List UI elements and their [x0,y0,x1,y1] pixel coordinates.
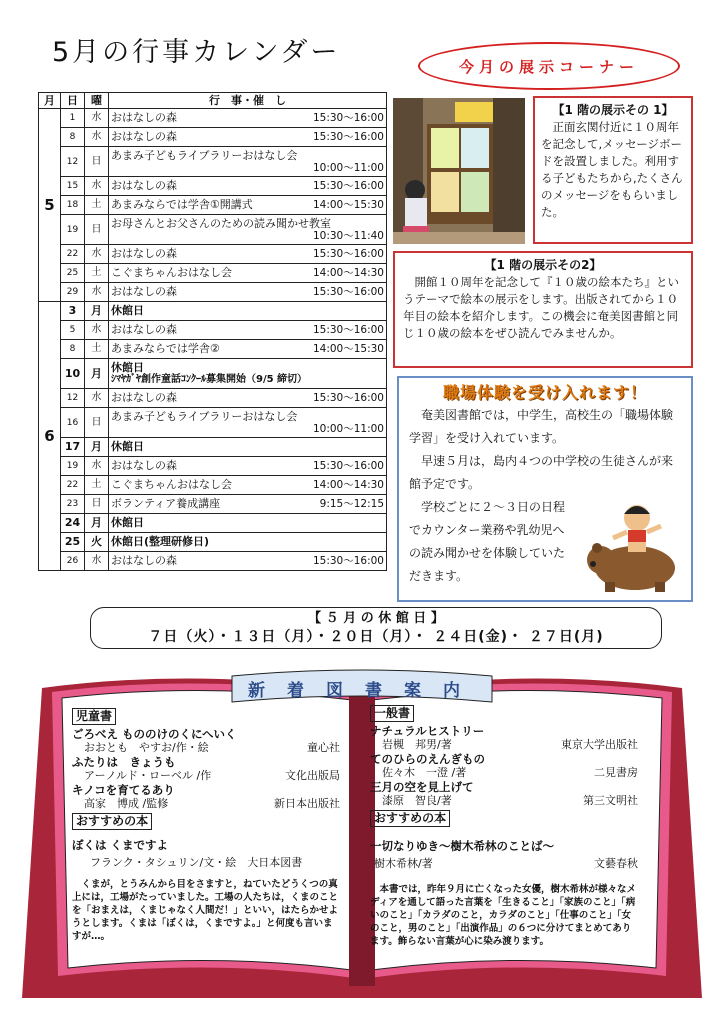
children-books-label: 児童書 [72,708,116,725]
event-cell [109,389,387,408]
event-cell [109,408,387,438]
exhibit-1-text: 正面玄関付近に１０周年を記念して,メッセージボードを設置しました。利用する子どもたちから,たくさんのメッセージをもらいました。 [541,120,683,219]
day-cell: 22 [61,476,85,495]
event-time: 14:00～15:30 [312,199,384,211]
event-name: おはなしの森 [111,323,177,336]
bear-boy-illustration [583,502,683,594]
job-experience-box [397,376,693,602]
event-name: おはなしの森 [111,130,177,143]
weekday-cell: 土 [85,340,109,359]
book-publisher: 童心社 [307,741,340,754]
rec-right-desc: 本書では，昨年９月に亡くなった女優，樹木希林が様々なメディアを通して語った言葉を「生きること」「家族のこと」「病いのこと」「カラダのこと，カラダのこと」「仕事のこと」「女のこと，男のこと」「出演作品」の６つに分けてまとめてあります。飾らない言葉が心に染み渡ります。 [370,884,637,947]
event-time: 15:30～16:00 [312,112,384,124]
event-time: 15:30～16:00 [312,286,384,298]
day-cell: 24 [61,514,85,533]
job-experience-p3: 学校ごとに２～３日の日程でカウンター業務や乳幼児への読み聞かせを体験していただきます。 [409,500,566,583]
book-title: ごろべえ もののけのくにへいく [72,727,237,741]
calendar-row [39,302,387,321]
month-cell: 5 [39,109,61,302]
exhibit-2-heading: 【1 階の展示その2】 [484,258,602,272]
event-cell [109,533,387,552]
day-cell: 10 [61,359,85,389]
event-cell [109,302,387,321]
header-event: 行 事・催 し [109,93,387,109]
weekday-cell: 水 [85,283,109,302]
new-books-title: 新着図書案内 [248,681,482,701]
day-cell: 1 [61,109,85,128]
general-books-label: 一般書 [370,705,414,722]
event-time: 15:30～16:00 [312,324,384,336]
day-cell: 3 [61,302,85,321]
event-name: 休館日 [111,516,144,529]
event-name: 休館日 [111,360,144,374]
event-cell [109,321,387,340]
event-time: 9:15～12:15 [319,498,384,510]
calendar-row [39,128,387,147]
event-cell [109,476,387,495]
event-name: あまみならでは学舎② [111,342,220,355]
day-cell: 5 [61,321,85,340]
calendar-row [39,177,387,196]
recommend-label-right: おすすめの本 [370,810,450,827]
weekday-cell: 土 [85,476,109,495]
event-cell [109,438,387,457]
event-cell [109,177,387,196]
event-name: おはなしの森 [111,459,177,472]
weekday-cell: 月 [85,514,109,533]
job-experience-p1: 奄美図書館では，中学生，高校生の「職場体験学習」を受け入れています。 [409,408,674,445]
event-name: 休館日 [111,440,144,453]
weekday-cell: 火 [85,533,109,552]
page-title: 5月の行事カレンダー [52,37,341,68]
event-note: ｼﾏﾔｶﾞﾔ創作童話ｺﾝｸｰﾙ募集開始（9/5 締切） [111,373,308,385]
calendar-row [39,457,387,476]
header-dow: 曜 [85,93,109,109]
rec-left-author: フランク・タシュリン/文・絵 大日本図書 [90,856,303,869]
event-name: おはなしの森 [111,111,177,124]
event-time: 10:30～11:40 [312,229,384,242]
event-name: 休館日 [111,304,144,317]
weekday-cell: 水 [85,128,109,147]
event-cell [109,495,387,514]
calendar-row [39,533,387,552]
event-cell [109,147,387,177]
calendar-row [39,495,387,514]
closed-days-box [90,607,662,649]
weekday-cell: 水 [85,321,109,340]
weekday-cell: 水 [85,177,109,196]
exhibit-1-heading: 【1 階の展示その 1】 [552,103,674,117]
day-cell: 8 [61,128,85,147]
event-cell [109,552,387,571]
book-title: ナチュラルヒストリー [370,724,485,738]
book-title: ふたりは きょうも [72,755,176,769]
event-calendar [38,92,387,571]
event-cell [109,109,387,128]
calendar-row [39,109,387,128]
event-name: あまみ子どもライブラリーおはなし会 [111,148,298,162]
weekday-cell: 土 [85,264,109,283]
book-publisher: 文化出版局 [285,769,340,782]
event-time: 15:30～16:00 [312,460,384,472]
book-author: 高家 博成 /監修 [84,797,169,810]
message-board-photo [393,98,525,244]
day-cell: 16 [61,408,85,438]
calendar-row [39,321,387,340]
right-page [370,703,638,948]
event-name: こぐまちゃんおはなし会 [111,266,232,279]
weekday-cell: 水 [85,457,109,476]
day-cell: 25 [61,264,85,283]
book-publisher: 二見書房 [594,766,638,779]
event-time: 14:00～15:30 [312,343,384,355]
book-author: アーノルド・ローベル /作 [84,769,212,782]
day-cell: 15 [61,177,85,196]
exhibit-corner-badge: 今月の展示コーナー [418,42,680,90]
calendar-row [39,283,387,302]
rec-right-author: 樹木希林/著 [374,857,433,870]
calendar-row [39,340,387,359]
weekday-cell: 月 [85,359,109,389]
event-name: 休館日(整理研修日) [111,535,210,548]
weekday-cell: 水 [85,552,109,571]
book-publisher: 新日本出版社 [274,797,340,810]
book-title: てのひらのえんぎもの [370,752,485,766]
event-name: おはなしの森 [111,179,177,192]
day-cell: 22 [61,245,85,264]
event-cell [109,128,387,147]
event-name: あまみならでは学舎①開講式 [111,198,253,211]
event-name: おはなしの森 [111,285,177,298]
event-cell [109,359,387,389]
event-time: 14:00～14:30 [312,479,384,491]
calendar-row [39,196,387,215]
event-time: 15:30～16:00 [312,180,384,192]
weekday-cell: 水 [85,109,109,128]
event-name: おはなしの森 [111,554,177,567]
exhibit-1-box [533,96,693,244]
rec-left-title: ぼくは くまですよ [72,838,169,852]
day-cell: 26 [61,552,85,571]
book-author: 岩槻 邦男/著 [382,738,452,751]
day-cell: 19 [61,457,85,476]
weekday-cell: 水 [85,389,109,408]
event-time: 10:00～11:00 [312,161,384,174]
calendar-row [39,438,387,457]
event-time: 15:30～16:00 [312,131,384,143]
day-cell: 18 [61,196,85,215]
event-cell [109,264,387,283]
job-experience-title: 職場体験を受け入れます！ [442,383,647,402]
exhibit-2-text: 開館１０周年を記念して『１０歳の絵本たち』というテーマで絵本の展示をします。出版されてから１０年目の絵本を紹介します。この機会に奄美図書館と同じ１０歳の絵本をぜひ読んでみませんか。 [403,275,679,340]
book-title: キノコを育てるあり [72,783,175,797]
book-author: おおとも やすお/作・絵 [84,741,209,754]
event-cell [109,340,387,359]
event-time: 10:00～11:00 [312,422,384,435]
header-month: 月 [39,93,61,109]
event-time: 15:30～16:00 [312,392,384,404]
left-page [72,706,340,943]
book-author: 佐々木 一澄 /著 [382,766,467,779]
weekday-cell: 日 [85,215,109,245]
book-author: 漆原 智良/著 [382,794,452,807]
event-time: 14:00～14:30 [312,267,384,279]
weekday-cell: 水 [85,245,109,264]
header-day: 日 [61,93,85,109]
event-cell [109,514,387,533]
day-cell: 12 [61,147,85,177]
event-name: おはなしの森 [111,391,177,404]
day-cell: 17 [61,438,85,457]
event-cell [109,245,387,264]
event-cell [109,196,387,215]
rec-right-publisher: 文藝春秋 [594,857,638,870]
recommend-label-left: おすすめの本 [72,813,152,830]
day-cell: 8 [61,340,85,359]
weekday-cell: 月 [85,438,109,457]
calendar-row [39,245,387,264]
book-title: 三月の空を見上げて [370,780,474,794]
event-name: お母さんとお父さんのための読み聞かせ教室 [111,216,331,230]
event-cell [109,283,387,302]
day-cell: 23 [61,495,85,514]
event-time: 15:30～16:00 [312,555,384,567]
month-cell: 6 [39,302,61,571]
calendar-row [39,215,387,245]
rec-right-title: 一切なりゆき～樹木希林のことば～ [370,839,554,853]
calendar-row [39,264,387,283]
day-cell: 29 [61,283,85,302]
weekday-cell: 月 [85,302,109,321]
event-time: 15:30～16:00 [312,248,384,260]
closed-days-title: 【 ５ 月 の 休 館 日 】 [308,611,444,626]
calendar-row [39,147,387,177]
calendar-row [39,359,387,389]
job-experience-p2: 早速５月は，島内４つの中学校の生徒さんが来館予定です。 [409,454,674,491]
event-cell [109,215,387,245]
calendar-row [39,389,387,408]
event-cell [109,457,387,476]
exhibit-2-box [393,251,693,368]
weekday-cell: 土 [85,196,109,215]
rec-left-desc: くまが，とうみんから目をさますと，ねていたどうくつの真上には，工場がたっていました。工場の人たちは，くまのことを「おまえは，くまじゃなく人間だ！」といい，はたらかせようとします。くまは「ぼくは，くまですよ。」と何度も言いますが…。 [72,879,339,942]
event-name: あまみ子どもライブラリーおはなし会 [111,409,298,423]
calendar-row [39,552,387,571]
event-name: ボランティア養成講座 [111,497,221,510]
closed-days-dates: ７日（火）・１３日（月）・２０日（月）・ ２４日(金)・ ２７日(月) [148,629,604,645]
book-publisher: 第三文明社 [583,794,638,807]
weekday-cell: 日 [85,147,109,177]
event-name: おはなしの森 [111,247,177,260]
calendar-row [39,514,387,533]
day-cell: 12 [61,389,85,408]
day-cell: 25 [61,533,85,552]
event-name: こぐまちゃんおはなし会 [111,478,232,491]
book-publisher: 東京大学出版社 [561,738,638,751]
weekday-cell: 日 [85,408,109,438]
weekday-cell: 日 [85,495,109,514]
calendar-row [39,476,387,495]
day-cell: 19 [61,215,85,245]
calendar-row [39,408,387,438]
